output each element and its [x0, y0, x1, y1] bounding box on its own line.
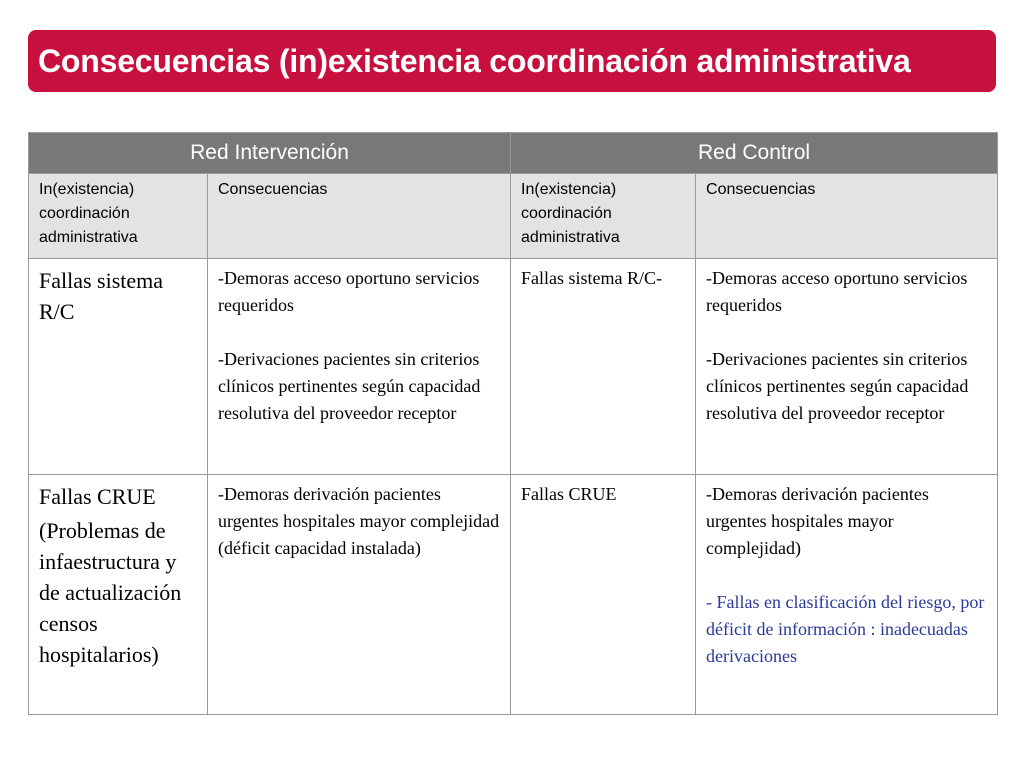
row2-control-consecuencias	[696, 475, 998, 715]
table-row	[29, 475, 998, 715]
subheader-control-consecuencias: Consecuencias	[696, 174, 998, 259]
consequence-item: -Demoras derivación pacientes urgentes hospitales mayor complejidad)	[706, 484, 929, 558]
consequences-table	[28, 132, 998, 715]
group-header-row	[29, 133, 998, 174]
row2-control-label: Fallas CRUE	[511, 475, 696, 715]
table-row	[29, 259, 998, 475]
consequence-item: -Demoras acceso oportuno servicios requeridos	[706, 268, 968, 315]
row1-intervencion-consecuencias	[208, 259, 511, 475]
subheader-intervencion-consecuencias: Consecuencias	[208, 174, 511, 259]
row2-intervencion-consecuencias	[208, 475, 511, 715]
row1-control-consecuencias	[696, 259, 998, 475]
group-header-control: Red Control	[511, 133, 998, 174]
page-title: Consecuencias (in)existencia coordinación administrativa	[38, 42, 911, 79]
title-banner	[28, 30, 996, 92]
group-header-intervencion: Red Intervención	[29, 133, 511, 174]
consequence-item: -Derivaciones pacientes sin criterios clínicos pertinentes según capacidad resolutiva del proveedor receptor	[706, 349, 969, 423]
consequence-item: -Demoras acceso oportuno servicios requeridos	[218, 268, 480, 315]
subheader-control-coordinacion: In(existencia) coordinación administrativa	[511, 174, 696, 259]
row1-control-label: Fallas sistema R/C-	[511, 259, 696, 475]
row2-intervencion-label: Fallas CRUE (Problemas de infaestructura y de actualización censos hospitalarios)	[29, 475, 208, 715]
consequence-item: -Demoras derivación pacientes urgentes hospitales mayor complejidad (déficit capacidad instalada)	[218, 484, 500, 558]
subheader-intervencion-coordinacion: In(existencia) coordinación administrativa	[29, 174, 208, 259]
subheader-row	[29, 174, 998, 259]
consequence-item: -Derivaciones pacientes sin criterios clínicos pertinentes según capacidad resolutiva del proveedor receptor	[218, 349, 481, 423]
consequence-item-highlighted: - Fallas en clasificación del riesgo, por déficit de información : inadecuadas derivaciones	[706, 592, 985, 666]
row1-intervencion-label: Fallas sistema R/C	[29, 259, 208, 475]
